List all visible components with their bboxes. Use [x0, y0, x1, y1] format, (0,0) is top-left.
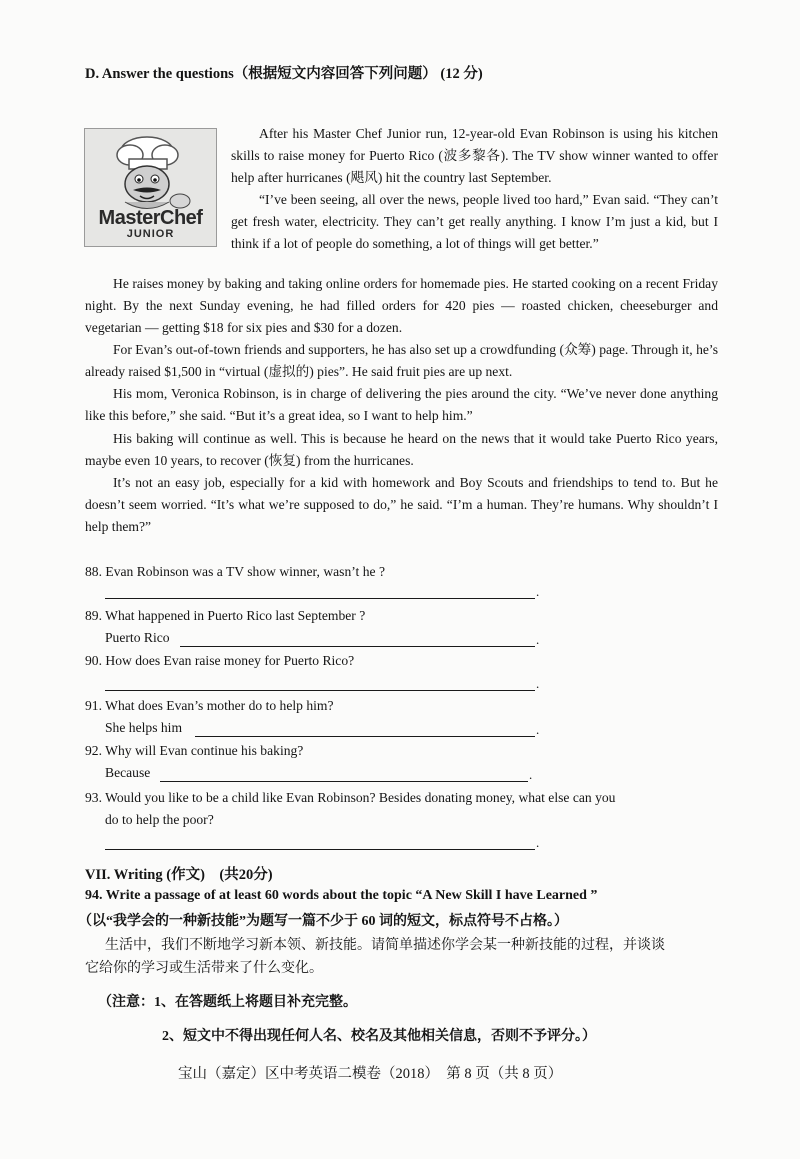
answer-line-90[interactable] — [105, 690, 535, 691]
question-91-prefix: She helps him — [105, 720, 183, 735]
passage-paragraph-3: He raises money by baking and taking online orders for homemade pies. He started cooking on a recent Friday night. By the next Sunday evening, he had filled orders for 420 pies — roasted chicken, cheeseburger and vegetarian — getting $18 for six pies and $30 for a dozen. — [85, 276, 718, 336]
question-88: 88. Evan Robinson was a TV show winner, wasn’t he ? — [85, 564, 385, 579]
question-89: 89. What happened in Puerto Rico last September ? — [85, 608, 366, 623]
answer-period-91: . — [536, 722, 540, 737]
question-93-line1: 93. Would you like to be a child like Evan Robinson? Besides donating money, what else can you — [85, 790, 616, 805]
question-93-line2: do to help the poor? — [105, 812, 214, 827]
section-d-heading: D. Answer the questions（根据短文内容回答下列问题） (12 分) — [85, 66, 483, 82]
answer-line-89[interactable] — [180, 646, 535, 647]
question-94-prompt: 94. Write a passage of at least 60 words about the topic “A New Skill I have Learned ” — [85, 888, 598, 903]
writing-note-2: 2、短文中不得出现任何人名、校名及其他相关信息，否则不予评分。） — [162, 1029, 596, 1044]
logo-text-masterchef: MasterChef — [98, 207, 203, 229]
passage-paragraph-5: His mom, Veronica Robinson, is in charge of delivering the pies around the city. “We’ve never done anything like this before,” she said. “But it’s a great idea, so I want to help him.” — [85, 386, 718, 424]
answer-period-90: . — [536, 676, 540, 691]
answer-period-89: . — [536, 632, 540, 647]
passage-paragraph-2: “I’ve been seeing, all over the news, people lived too hard,” Evan said. “They can’t get fresh water, electricity. They can’t get really anything. I know I’m just a kid, but I think if a lot of people do something, a lot of things will get better.” — [231, 192, 718, 252]
answer-line-88[interactable] — [105, 598, 535, 599]
question-92-prefix: Because — [105, 765, 151, 780]
passage-paragraph-7: It’s not an easy job, especially for a kid with homework and Boy Scouts and friendships to tend to. But he doesn’t seem worried. “It’s what we’re supposed to do,” he said. “I’m a human. They’re humans. Why shouldn’t I help them?” — [85, 475, 718, 535]
writing-description-line1: 生活中，我们不断地学习新本领、新技能。请简单描述你学会某一种新技能的过程，并谈谈 — [105, 938, 665, 953]
question-91: 91. What does Evan’s mother do to help him? — [85, 698, 334, 713]
answer-line-91[interactable] — [195, 736, 535, 737]
question-92: 92. Why will Evan continue his baking? — [85, 743, 304, 758]
question-90: 90. How does Evan raise money for Puerto Rico? — [85, 653, 355, 668]
question-94-chinese-title: （以“我学会的一种新技能”为题写一篇不少于 60 词的短文，标点符号不占格。） — [78, 914, 568, 929]
answer-line-93[interactable] — [105, 849, 535, 850]
passage-paragraph-1: After his Master Chef Junior run, 12-year-old Evan Robinson is using his kitchen skills to raise money for Puerto Rico (波多黎各). The TV show winner wanted to offer help after hurricanes (飓风) hit the country last September. — [231, 126, 718, 186]
question-89-prefix: Puerto Rico — [105, 630, 170, 645]
answer-period-92: . — [529, 767, 533, 782]
answer-period-93: . — [536, 835, 540, 850]
answer-line-92[interactable] — [160, 781, 528, 782]
passage-paragraph-4: For Evan’s out-of-town friends and supporters, he has also set up a crowdfunding (众筹) page. Through it, he’s already raised $1,500 in “virtual (虚拟的) pies”. He said fruit pies are up next. — [85, 342, 718, 380]
writing-description-line2: 它给你的学习或生活带来了什么变化。 — [85, 961, 323, 976]
passage-paragraph-6: His baking will continue as well. This is because he heard on the news that it would take Puerto Rico years, maybe even 10 years, to recover (恢复) from the hurricanes. — [85, 431, 718, 469]
logo-text-junior: JUNIOR — [126, 228, 175, 240]
answer-period-88: . — [536, 584, 540, 599]
writing-note-1: （注意：1、在答题纸上将题目补充完整。 — [98, 995, 357, 1010]
passage-paragraph-2-start — [231, 189, 718, 256]
masterchef-junior-logo — [84, 128, 217, 247]
writing-section-heading: VII. Writing (作文) (共20分) — [85, 867, 273, 883]
page-footer: 宝山（嘉定）区中考英语二模卷（2018） 第 8 页（共 8 页） — [178, 1066, 563, 1082]
